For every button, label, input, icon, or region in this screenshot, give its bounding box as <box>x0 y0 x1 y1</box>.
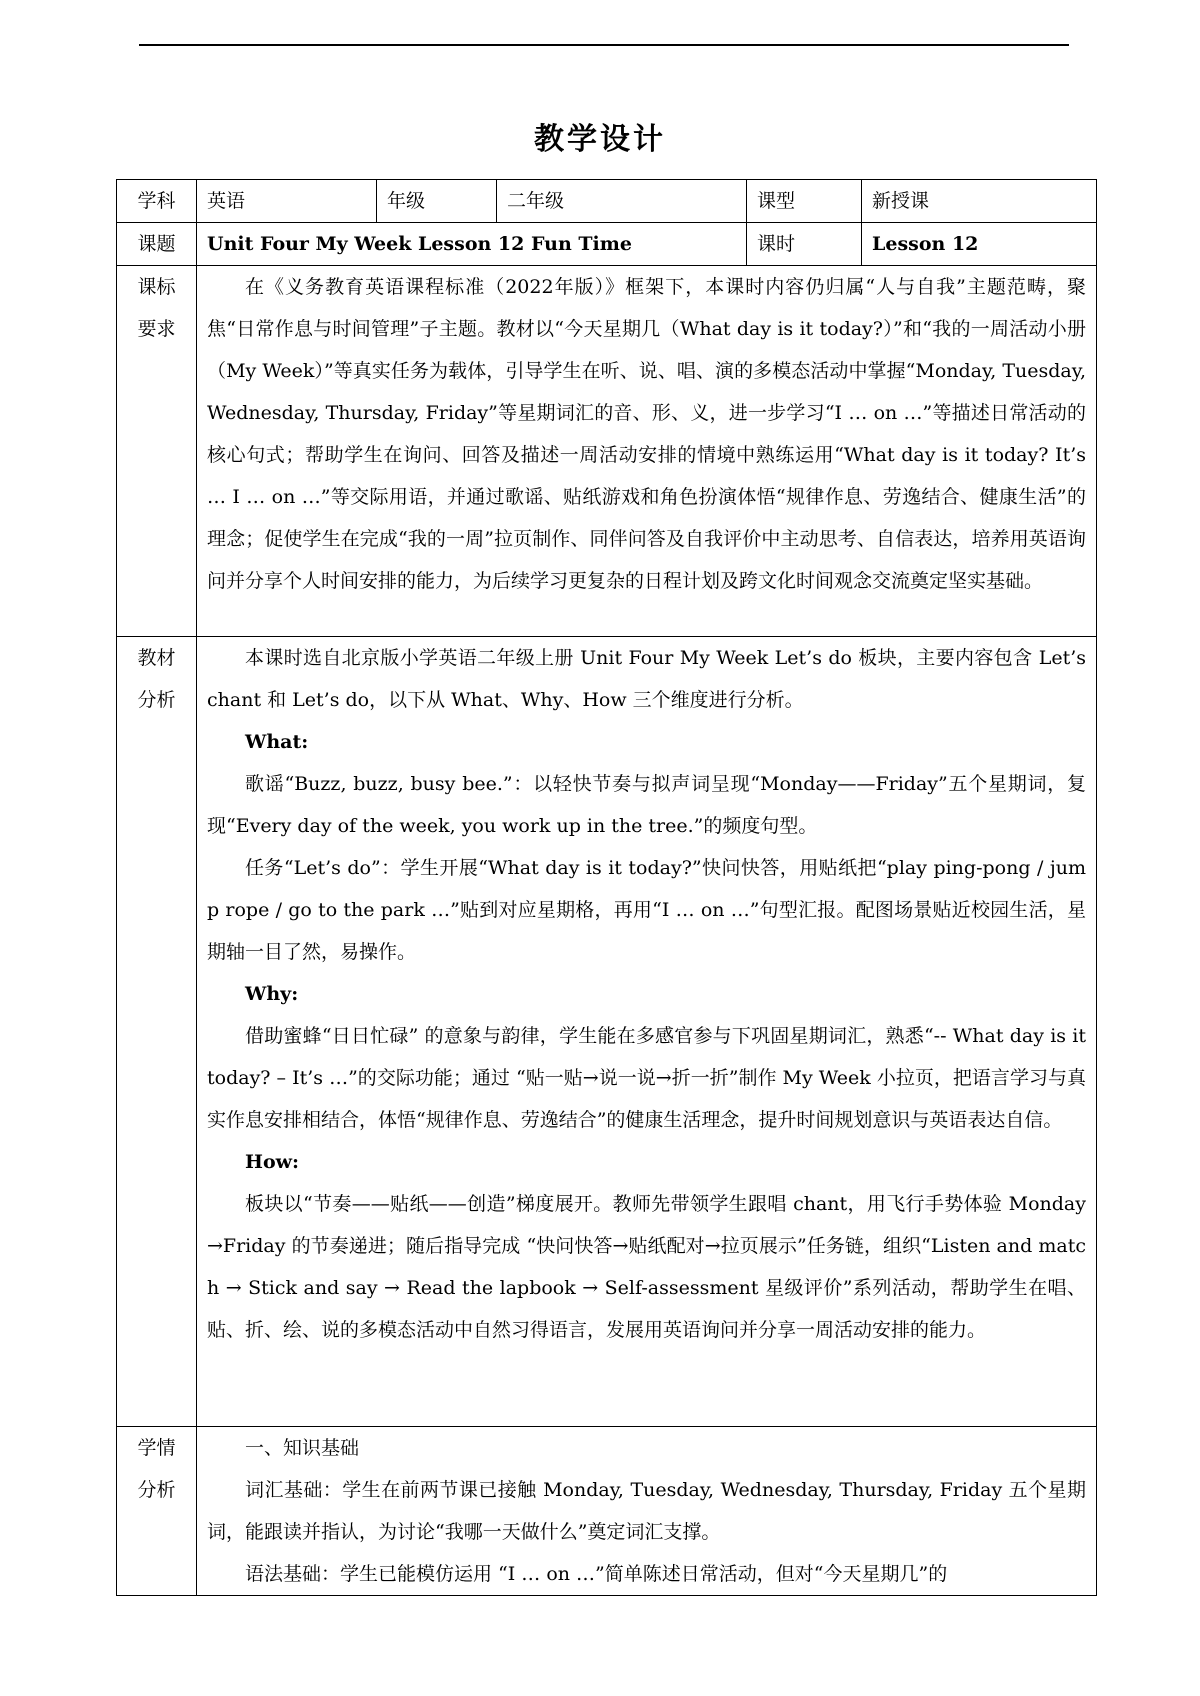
learners-heading: 一、知识基础 <box>245 1437 360 1459</box>
what-paragraph-chant: 歌谣“Buzz, buzz, busy bee.”：以轻快节奏与拟声词呈现“Monday——Friday”五个星期词，复现“Every day of the week, you work up in the tree.”的频度句型。 <box>207 773 1086 837</box>
what-heading: What: <box>245 731 309 753</box>
header-rule <box>139 44 1069 46</box>
lesson-design-table <box>116 179 1097 1596</box>
standards-label-line1: 课标 <box>137 276 176 298</box>
textbook-label-line2: 分析 <box>137 689 176 711</box>
page-title: 教学设计 <box>534 122 666 157</box>
standards-content <box>197 266 1097 637</box>
learners-grammar: 语法基础：学生已能模仿运用 “I … on …”简单陈述日常活动，但对“今天星期几”的 <box>245 1563 948 1585</box>
how-paragraph: 板块以“节奏——贴纸——创造”梯度展开。教师先带领学生跟唱 chant，用飞行手势体验 Monday→Friday 的节奏递进；随后指导完成 “快问快答→贴纸配对→拉页展示”任务链，组织“Listen and match → Stick and say → Read the lapbook → Self-assessment 星级评价”系列活动，帮助学生在唱、贴、折、绘、说的多模态活动中自然习得语言，发展用英语询问并分享一周活动安排的能力。 <box>207 1193 1086 1341</box>
standards-label <box>117 266 197 637</box>
textbook-label-line1: 教材 <box>137 647 176 669</box>
textbook-intro: 本课时选自北京版小学英语二年级上册 Unit Four My Week Let’s do 板块，主要内容包含 Let’s chant 和 Let’s do，以下从 What、Why、How 三个维度进行分析。 <box>207 647 1086 711</box>
standards-label-line2: 要求 <box>137 318 176 340</box>
how-heading: How: <box>245 1151 299 1173</box>
standards-paragraph: 在《义务教育英语课程标准（2022年版）》框架下，本课时内容仍归属“人与自我”主题范畴，聚焦“日常作息与时间管理”子主题。教材以“今天星期几（What day is it today?）”和“我的一周活动小册（My Week）”等真实任务为载体，引导学生在听、说、唱、演的多模态活动中掌握“Monday, Tuesday, Wednesday, Thursday, Friday”等星期词汇的音、形、义，进一步学习“I … on …”等描述日常活动的核心句式；帮助学生在询问、回答及描述一周活动安排的情境中熟练运用“What day is it today? It’s … I … on …”等交际用语，并通过歌谣、贴纸游戏和角色扮演体悟“规律作息、劳逸结合、健康生活”的理念；促使学生在完成“我的一周”拉页制作、同伴问答及自我评价中主动思考、自信表达，培养用英语询问并分享个人时间安排的能力，为后续学习更复杂的日程计划及跨文化时间观念交流奠定坚实基础。 <box>207 276 1086 592</box>
learners-label <box>117 1427 197 1596</box>
table-row-topic <box>117 223 1097 266</box>
grade-value: 二年级 <box>497 180 747 223</box>
what-paragraph-task: 任务“Let’s do”：学生开展“What day is it today?”快问快答，用贴纸把“play ping-pong / jump rope / go to the park …”贴到对应星期格，再用“I … on …”句型汇报。配图场景贴近校园生活，星期轴一目了然，易操作。 <box>207 857 1086 963</box>
lesson-type-value: 新授课 <box>862 180 1097 223</box>
lesson-type-label: 课型 <box>747 180 862 223</box>
textbook-content <box>197 637 1097 1427</box>
learners-label-line1: 学情 <box>137 1437 176 1459</box>
why-heading: Why: <box>245 983 299 1005</box>
topic-label: 课题 <box>117 223 197 266</box>
table-row-basic-info <box>117 180 1097 223</box>
period-value: Lesson 12 <box>862 223 1097 266</box>
subject-value: 英语 <box>197 180 377 223</box>
table-row-standards <box>117 266 1097 637</box>
subject-label: 学科 <box>117 180 197 223</box>
textbook-label <box>117 637 197 1427</box>
table-row-learners <box>117 1427 1097 1596</box>
learners-label-line2: 分析 <box>137 1479 176 1501</box>
table-row-textbook <box>117 637 1097 1427</box>
why-paragraph: 借助蜜蜂“日日忙碌” 的意象与韵律，学生能在多感官参与下巩固星期词汇，熟悉“-- What day is it today? – It’s …”的交际功能；通过 “贴一贴→说一说→折一折”制作 My Week 小拉页，把语言学习与真实作息安排相结合，体悟“规律作息、劳逸结合”的健康生活理念，提升时间规划意识与英语表达自信。 <box>207 1025 1086 1131</box>
learners-vocab: 词汇基础：学生在前两节课已接触 Monday, Tuesday, Wednesday, Thursday, Friday 五个星期词，能跟读并指认，为讨论“我哪一天做什么”奠定词汇支撑。 <box>207 1479 1086 1543</box>
topic-value: Unit Four My Week Lesson 12 Fun Time <box>197 223 747 266</box>
period-label: 课时 <box>747 223 862 266</box>
grade-label: 年级 <box>377 180 497 223</box>
learners-content <box>197 1427 1097 1596</box>
